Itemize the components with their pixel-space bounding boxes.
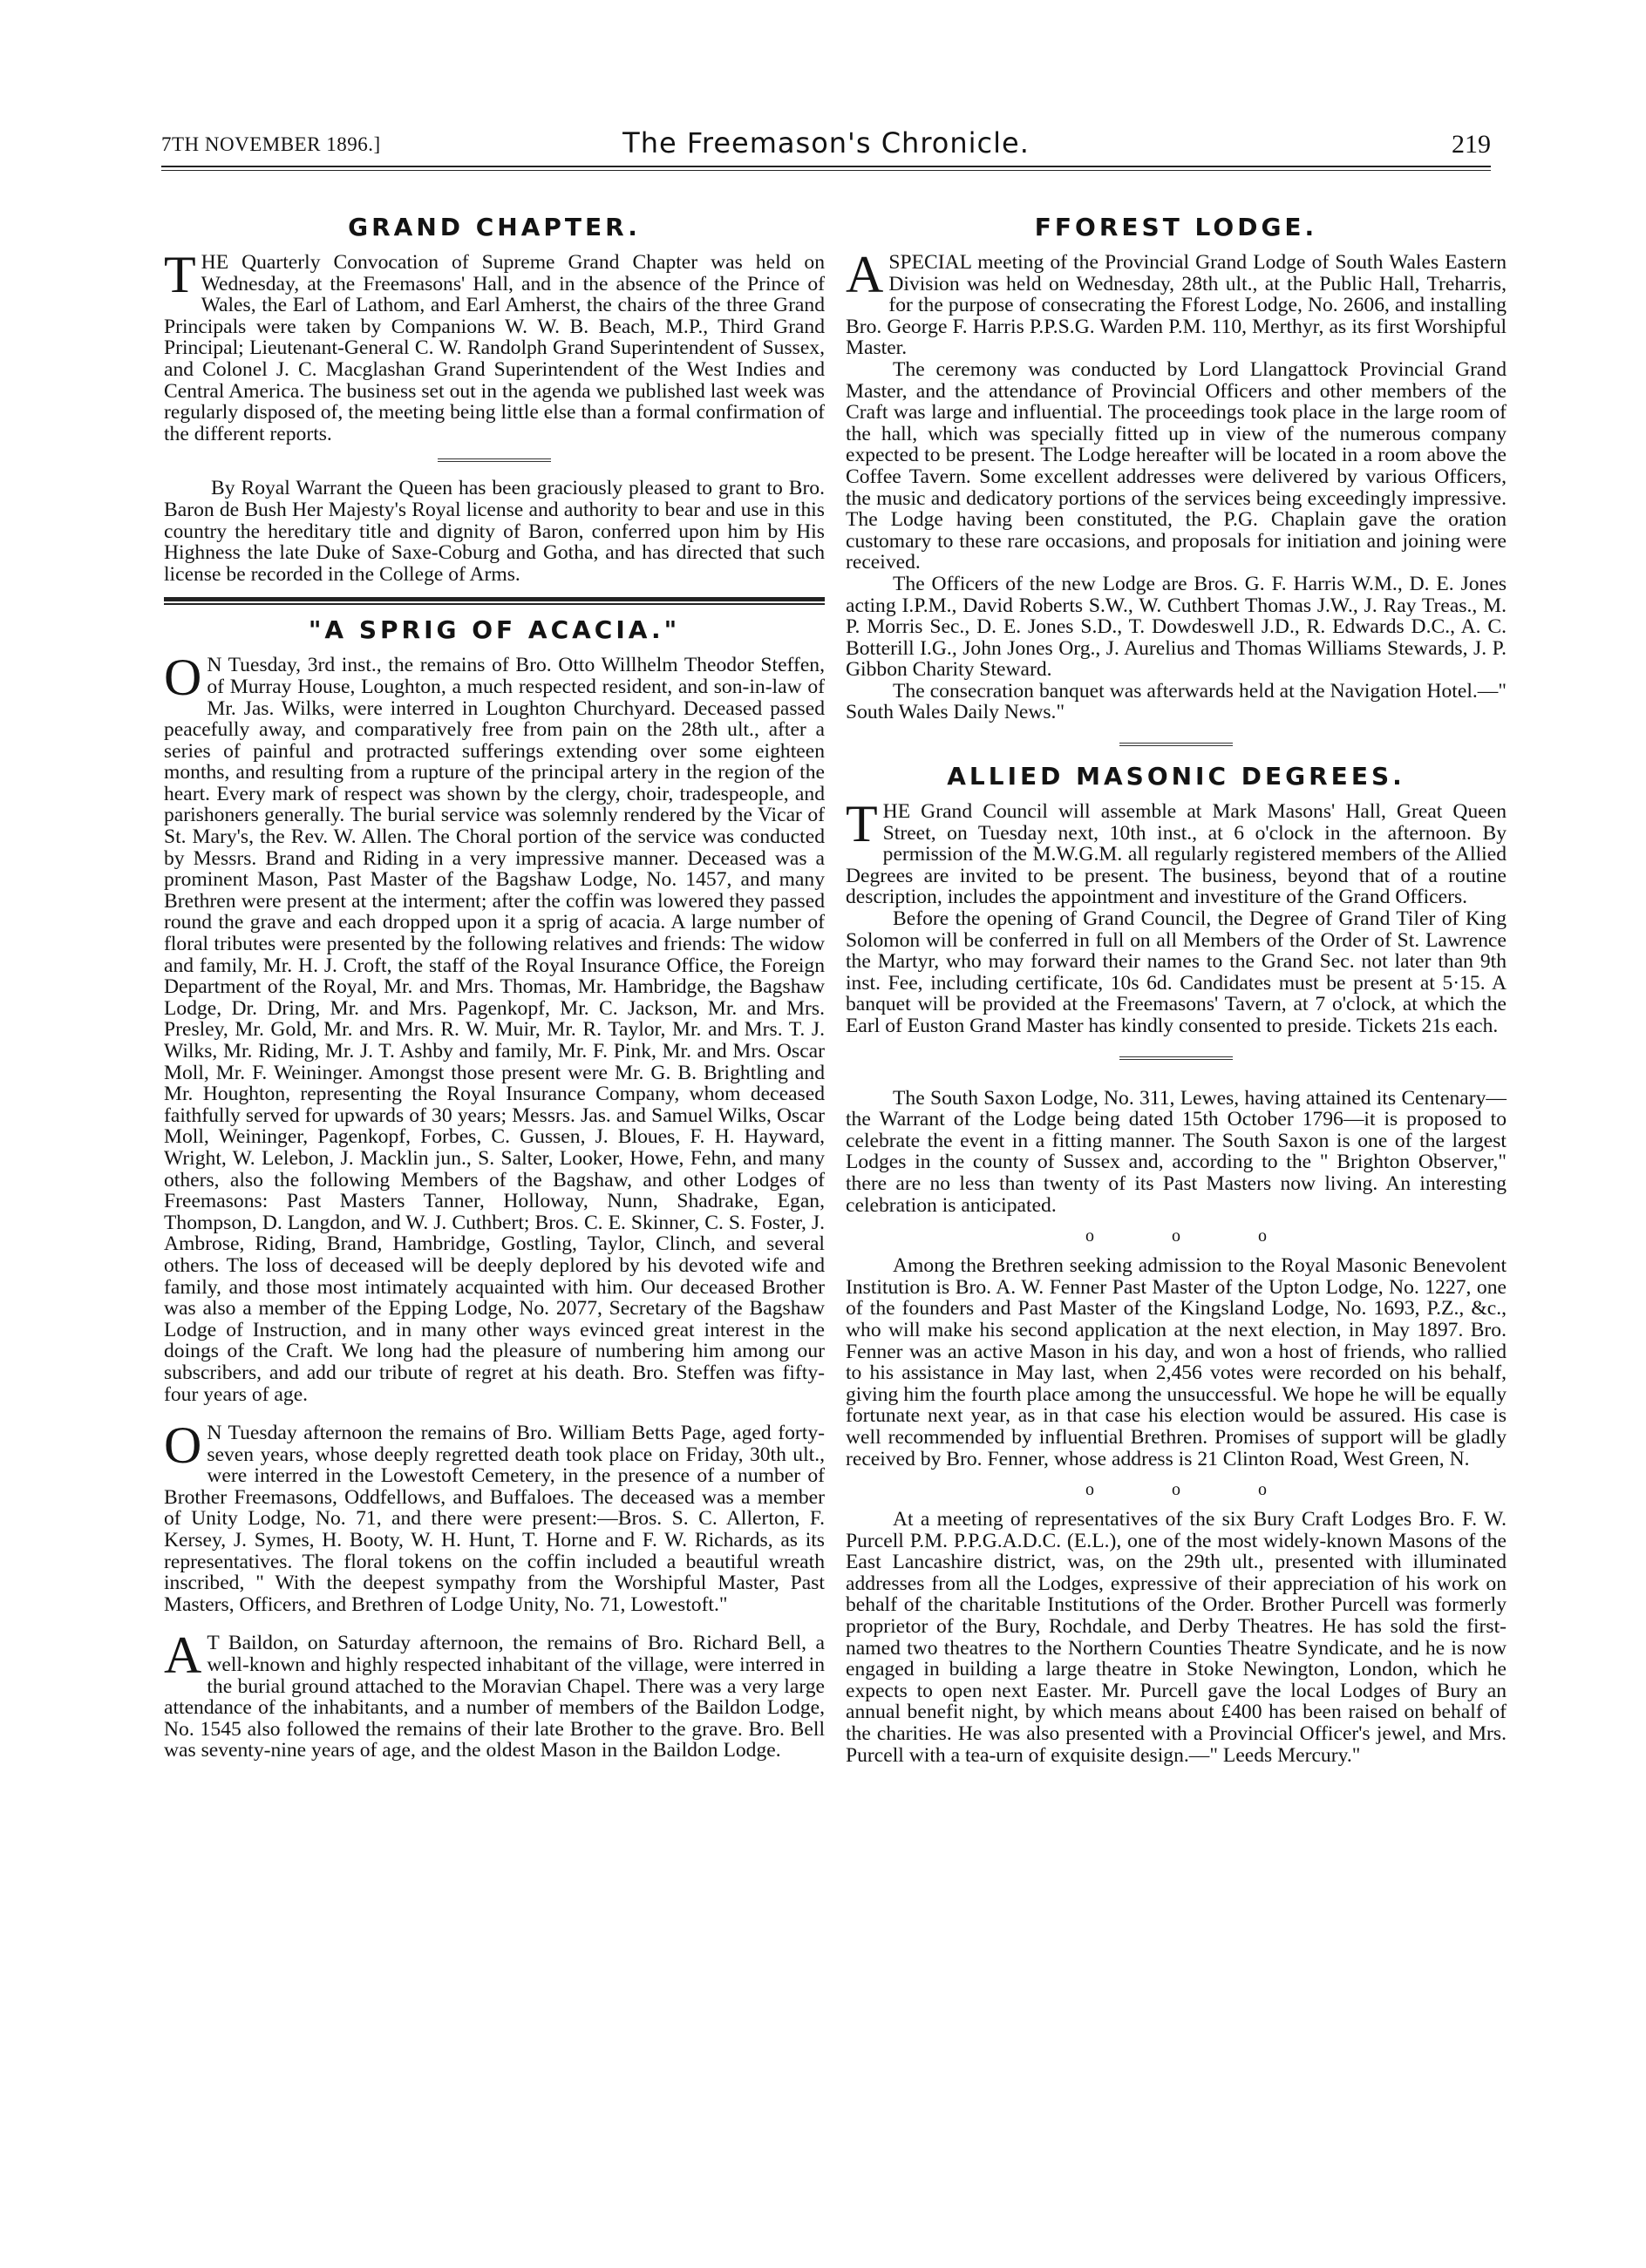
- article-paragraph: The ceremony was conducted by Lord Llangattock Provincial Grand Master, and the attendance of Provincial Officers and other members of the Craft was large and influential. The proceedings took place in the large room of the hall, which was specially fitted up in view of the numerous company expected to be present. The Lodge hereafter will be located in a room above the Coffee Tavern. Some excellent addresses were delivered by various Officers, the music and dedicatory portions of the services being exceedingly impressive. The Lodge having been constituted, the P.G. Chaplain gave the oration customary to these rare occasions, and proposals for initiation and joining were received.: [846, 357, 1507, 574]
- article-paragraph: [846, 795, 1507, 909]
- headline-fforest-lodge: FFOREST LODGE.: [1034, 213, 1318, 241]
- section-divider: [1119, 1056, 1233, 1060]
- article-fforest-lodge: [846, 213, 1507, 723]
- article-paragraph: [164, 648, 825, 1406]
- article-allied-masonic-degrees: [846, 762, 1507, 1037]
- article-sprig-of-acacia: [164, 615, 825, 1762]
- drop-cap: A: [846, 246, 884, 303]
- article-paragraph: [164, 1626, 825, 1762]
- paragraph-text: HE Grand Council will assemble at Mark Masons' Hall, Great Queen Street, on Tuesday next, 10th inst., at 6 o'clock in the afternoon. By permission of the M.W.G.M. all regularly registered members of the Allied Degrees are invited to be present. The business, beyond that of a routine description, includes the appointment and investiture of the Grand Officers.: [846, 800, 1507, 909]
- masonic-notes: [846, 1088, 1507, 1767]
- drop-cap: T: [164, 246, 196, 303]
- drop-cap: O: [164, 1416, 202, 1475]
- note-bro-fenner: Among the Brethren seeking admission to the Royal Masonic Benevolent Institution is Bro. A. W. Fenner Past Master of the Upton Lodge, No. 1227, one of the founders and Past Master of the Kingsland Lodge, No. 1693, P.Z., &c., who will make his second application at the next election, in May 1897. Bro. Fenner was an active Mason in his day, and won a host of friends, who rallied to his assistance in May last, when 2,456 votes were recorded on his behalf, giving him the fourth place among the unsuccessful. We hope he will be equally fortunate next year, as in that case his election would be assured. His case is well recommended by influential Brethren. Promises of support will be gladly received by Bro. Fenner, whose address is 21 Clinton Road, West Green, N.: [846, 1254, 1507, 1470]
- section-divider: [438, 458, 551, 462]
- publication-title: The Freemason's Chronicle.: [622, 126, 1030, 160]
- paragraph-text: N Tuesday, 3rd inst., the remains of Bro. Otto Willhelm Theodor Steffen, of Murray House, Loughton, a much respected resident, and son-in-law of Mr. Jas. Wilks, were interred in Loughton Churchyard. Deceased passed peacefully away, and comparatively free from pain on the 28th ult., after a series of painful and protracted sufferings extending over some eighteen months, and resulting from a rupture of the principal artery in the region of the heart. Every mark of respect was shown by the clergy, choir, tradespeople, and parishoners generally. The burial service was solemnly rendered by the Vicar of St. Mary's, the Rev. W. Allen. The Choral portion of the service was conducted by Messrs. Brand and Riding in a very impressive manner. Deceased was a prominent Mason, Past Master of the Bagshaw Lodge, No. 1457, and many Brethren were present at the interment; after the coffin was lowered they passed round the grave and each dropped upon it a sprig of acacia. A large number of floral tributes were presented by the following relatives and friends: The widow and family, Mr. H. J. Croft, the staff of the Royal Insurance Office, the Foreign Department of the Royal, Mr. and Mrs. Thomas, Mr. Hambridge, the Bagshaw Lodge, Dr. Dring, Mr. and Mrs. Pagenkopf, Mr. C. Jackson, Mr. and Mrs. Presley, Mr. Gold, Mr. and Mrs. R. W. Muir, Mr. R. Taylor, Mr. and Mrs. T. J. Wilks, Mr. Riding, Mr. J. T. Ashby and family, Mr. F. Pink, Mr. and Mrs. Oscar Moll, Mr. F. Weininger. Amongst those present were Mr. G. B. Brightling and Mr. Houghton, representing the Royal Insurance Company, whom deceased faithfully served for upwards of 30 years; Messrs. Jas. and Samuel Wilks, Oscar Moll, Weininger, Pagenkopf, Forbes, C. Gussen, J. Bloues, F. H. Hayward, Wright, W. Lelebon, J. Macklin jun., S. Salter, Looker, Howe, Fehn, and many others, also the following Members of the Bagshaw, and other Lodges of Freemasons: Past Masters Tanner, Holloway, Nunn, Shadrake, Egan, Thompson, D. Langdon, and W. J. Cuthbert; Bros. C. E. Skinner, C. S. Foster, J. Ambrose, Riding, Brand, Hambridge, Gostling, Taylor, Clinch, and several others. The loss of deceased will be deeply deplored by his devoted wife and family, and those most intimately acquainted with him. Our deceased Brother was also a member of the Epping Lodge, No. 2077, Secretary of the Bagshaw Lodge of Instruction, and in many other ways evinced great interest in the doings of the Craft. We long had the pleasure of numbering him among our subscribers, and add our tribute of regret at his death. Bro. Steffen was fifty-four years of age.: [164, 654, 825, 1406]
- article-paragraph: [164, 246, 825, 445]
- header-rule: [161, 166, 1491, 171]
- running-head: [161, 126, 1491, 165]
- section-divider: [1119, 743, 1233, 746]
- drop-cap: O: [164, 648, 202, 707]
- article-paragraph: The consecration banquet was afterwards held at the Navigation Hotel.—" South Wales Daily News.": [846, 679, 1507, 724]
- paragraph-text: T Baildon, on Saturday afternoon, the remains of Bro. Richard Bell, a well-known and highly respected inhabitant of the village, were interred in the burial ground attached to the Moravian Chapel. There was a very large attendance of the inhabitants, and a number of members of the Baildon Lodge, No. 1545 also followed the remains of their late Brother to the grave. Bro. Bell was seventy-nine years of age, and the oldest Mason in the Baildon Lodge.: [164, 1632, 825, 1762]
- headline-allied-masonic-degrees: ALLIED MASONIC DEGREES.: [947, 762, 1405, 791]
- note-south-saxon-lodge: The South Saxon Lodge, No. 311, Lewes, having attained its Centenary—the Warrant of the Lodge being dated 15th October 1796—it is proposed to celebrate the event in a fitting manner. The South Saxon is one of the largest Lodges in the county of Sussex and, according to the " Brighton Observer," there are no less than twenty of its Past Masters now living. An interesting celebration is anticipated.: [846, 1086, 1507, 1217]
- note-bro-purcell: At a meeting of representatives of the six Bury Craft Lodges Bro. F. W. Purcell P.M. P.P.G.A.D.C. (E.L.), one of the most widely-known Masons of the East Lancashire district, was, on the 29th ult., presented with illuminated addresses from all the Lodges, expressive of their appreciation of his work on behalf of the charitable Institutions of the Order. Brother Purcell was formerly proprietor of the Bury, Rochdale, and Derby Theatres. He has sold the first-named two theatres to the Northern Counties Theatre Syndicate, and he is now engaged in building a large theatre in Stoke Newington, London, which he expects to open next Easter. Mr. Purcell gave the local Lodges of Bury an annual benefit night, by which means about £400 has been raised on behalf of the charities. He was also presented with a Provincial Officer's jewel, and Mrs. Purcell with a tea-urn of exquisite design.—" Leeds Mercury.": [846, 1508, 1507, 1767]
- drop-cap: T: [846, 795, 878, 853]
- headline-grand-chapter: GRAND CHAPTER.: [348, 213, 641, 241]
- article-paragraph: By Royal Warrant the Queen has been graciously pleased to grant to Bro. Baron de Bush Her Majesty's Royal license and authority to bear and use in this country the hereditary title and dignity of Baron, conferred upon him by His Highness the late Duke of Saxe-Coburg and Gotha, and has directed that such license be recorded in the College of Arms.: [164, 477, 825, 586]
- note-separator: o o o: [1085, 1480, 1303, 1500]
- drop-cap: A: [164, 1626, 202, 1685]
- note-separator: o o o: [1085, 1226, 1303, 1246]
- article-paragraph: [846, 246, 1507, 360]
- paragraph-text: SPECIAL meeting of the Provincial Grand Lodge of South Wales Eastern Division was held on Wednesday, 28th ult., at the Public Hall, Treharris, for the purpose of consecrating the Fforest Lodge, No. 2606, and installing Bro. George F. Harris P.P.S.G. Warden P.M. 110, Merthyr, as its first Worshipful Master.: [846, 251, 1507, 360]
- article-paragraph: The Officers of the new Lodge are Bros. G. F. Harris W.M., D. E. Jones acting I.P.M., David Roberts S.W., W. Cuthbert Thomas J.W., J. Ray Treas., M. P. Morris Sec., D. E. Jones S.D., T. Dowdeswell J.D., R. Edwards D.C., A. C. Botterill I.G., John Jones Org., J. Aurelius and Thomas Williams Stewards, J. P. Gibbon Charity Steward.: [846, 572, 1507, 682]
- article-divider-rule: [164, 597, 825, 603]
- right-column: [846, 200, 1507, 1766]
- article-paragraph: [164, 1416, 825, 1616]
- paragraph-text: HE Quarterly Convocation of Supreme Grand Chapter was held on Wednesday, at the Freemasons' Hall, and in the absence of the Prince of Wales, the Earl of Lathom, and Earl Amherst, the chairs of the three Grand Principals were taken by Companions W. W. B. Beach, M.P., Third Grand Principal; Lieutenant-General C. W. Randolph Grand Superintendent of Sussex, and Colonel J. C. Macglashan Grand Superintendent of the West Indies and Central America. The business set out in the agenda we published last week was regularly disposed of, the meeting being little else than a formal confirmation of the different reports.: [164, 251, 825, 445]
- page-number: 219: [1452, 130, 1491, 159]
- headline-sprig-of-acacia: "A SPRIG OF ACACIA.": [308, 615, 681, 645]
- article-grand-chapter: [164, 213, 825, 585]
- article-paragraph: Before the opening of Grand Council, the Degree of Grand Tiler of King Solomon will be conferred in full on all Members of the Order of St. Lawrence the Martyr, who may forward their names to the Grand Sec. not later than 9th inst. Fee, including certificate, 10s 6d. Candidates must be present at 5·15. A banquet will be provided at the Freemasons' Tavern, at 7 o'clock, at which the Earl of Euston Grand Master has kindly consented to preside. Tickets 21s each.: [846, 907, 1507, 1037]
- paragraph-text: N Tuesday afternoon the remains of Bro. William Betts Page, aged forty-seven years, whose deeply regretted death took place on Friday, 30th ult., were interred in the Lowestoft Cemetery, in the presence of a number of Brother Freemasons, Oddfellows, and Buffaloes. The deceased was a member of Unity Lodge, No. 71, and there were present:—Bros. S. C. Allerton, F. Kersey, J. Symes, H. Booty, W. H. Hunt, T. Horne and F. W. Richards, as its representatives. The floral tokens on the coffin included a beautiful wreath inscribed, " With the deepest sympathy from the Worshipful Master, Past Masters, Officers, and Brethren of Lodge Unity, No. 71, Lowestoft.": [164, 1422, 825, 1616]
- left-column: [164, 200, 825, 1762]
- issue-date: 7TH NOVEMBER 1896.]: [161, 133, 381, 155]
